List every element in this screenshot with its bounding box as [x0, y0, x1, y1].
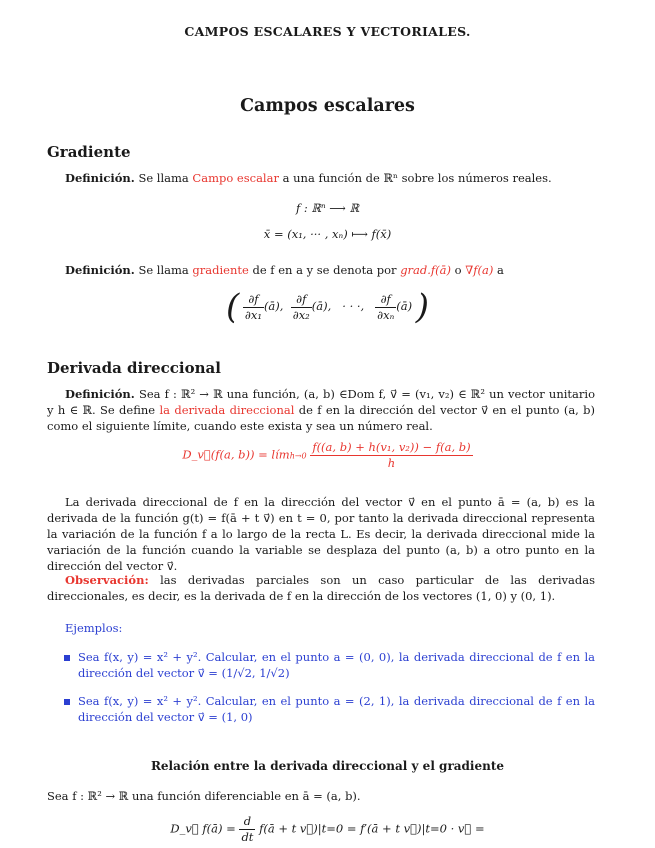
directional-derivative-formula	[0, 440, 655, 471]
definition-text: a	[497, 263, 504, 277]
example-item-1	[78, 649, 595, 681]
formula-fraction: $\frac{d}{dt}$	[241, 814, 254, 844]
formula-lhs: D_v⃗(f(a, b)) = lím	[182, 447, 290, 462]
gradiente-heading: Gradiente	[47, 143, 131, 161]
definition-text: Se llama	[138, 171, 189, 185]
observation-label: Observación:	[65, 573, 149, 587]
term-gradiente: gradiente	[192, 263, 249, 277]
map-line-2: x̄ = (x₁, ··· , xₙ) ⟼ f(x̄)	[263, 227, 392, 241]
definition-campo-escalar	[47, 170, 595, 186]
term-derivada-direccional: la derivada direccional	[159, 403, 295, 417]
observation-text: las derivadas parciales son un caso particular de las derivadas direccionales, es decir, es la derivada de f en la dirección de los vectores (1, 0) y (0, 1).	[47, 573, 595, 603]
example-item-2: Sea f(x, y) = x² + y². Calcular, en el punto a = (2, 1), la derivada direccional de f en la dirección del vector v⃗ = (1, 0)	[78, 694, 595, 724]
relacion-intro: Sea f : ℝ² → ℝ una función diferenciable en ā = (a, b).	[47, 789, 361, 803]
definition-label: Definición.	[65, 387, 135, 401]
partial-fraction: $\frac{\partial f}{\text{∂xₙ}}$	[377, 291, 395, 322]
bullet-icon	[64, 699, 70, 705]
document-title: CAMPOS ESCALARES Y VECTORIALES.	[184, 24, 471, 39]
map-line-1: f : ℝⁿ ⟶ ℝ	[295, 201, 359, 215]
explanation-paragraph: La derivada direccional de f en la dirección del vector v⃗ en el punto ā = (a, b) es la derivada de la función g(t) = f(ā + t v⃗) en t = 0, por tanto la derivada direccional representa la variación de la función f a lo largo de la recta L. Es decir, la derivada direccional mide la variación de la función cuando la variable se desplaza del punto (a, b) a otro punto en la dirección del vector v⃗.	[47, 495, 595, 573]
notation-grad: grad.f(ā)	[400, 263, 452, 277]
formula-lhs: D_v⃗ f(ā) =	[170, 821, 236, 836]
term-campo-escalar: Campo escalar	[192, 171, 279, 185]
formula-fraction: $\frac{\text{f((a, b) + h(v₁, v₂)) − f(a, b)}}{h}$	[312, 440, 471, 470]
open-paren: (	[225, 287, 240, 327]
ellipsis: · · ·	[342, 299, 361, 313]
definition-text: o	[454, 263, 462, 277]
section-title: Campos escalares	[240, 96, 415, 116]
derivada-heading: Derivada direccional	[47, 359, 221, 377]
notation-nabla: ∇f(a)	[465, 263, 494, 277]
limit-subscript: h→0	[289, 451, 307, 461]
example-vector: (1/√2, 1/√2)	[221, 666, 290, 680]
definition-text: de f en a y se denota por	[252, 263, 397, 277]
definition-label: Definición.	[65, 171, 135, 185]
examples-label: Ejemplos:	[65, 621, 123, 635]
definition-text: Se llama	[138, 263, 189, 277]
example-text: Sea f(x, y) = x² + y². Calcular, en el punto a = (0, 0), la derivada direccional de f en la dirección del vector v⃗ =	[78, 650, 595, 680]
relacion-heading: Relación entre la derivada direccional y el gradiente	[150, 759, 505, 773]
relacion-formula	[0, 814, 655, 845]
definition-text: de f en la dirección del vector v⃗ en el punto (a, b) como el siguiente límite, cuando este exista y sea un número real.	[47, 403, 596, 433]
observation-paragraph	[47, 572, 595, 604]
formula-rest: f(ā + t v⃗)|t=0 = f′(ā + t v⃗)|t=0 · v⃗ =	[259, 821, 485, 836]
partial-fraction: $\frac{\partial f}{\text{∂x₂}}$	[292, 291, 310, 322]
partial-fraction: $\frac{\partial f}{\text{∂x₁}}$	[244, 291, 262, 322]
definition-text: Sea f : ℝ² → ℝ una función, (a, b) ∈Dom f, v⃗ = (v₁, v₂) ∈ ℝ² un vector unitario y h ∈ ℝ. Se define	[47, 387, 595, 417]
gradient-vector: ( $\frac{\partial f}{\text{∂x₁}}$ (ā), $\frac{\partial f}{\text{∂x₂}}$ (ā), · · ·, $\frac{\partial f}{\text{∂xₙ}}$ (ā) )	[225, 287, 430, 327]
bullet-icon	[64, 655, 70, 661]
definition-label: Definición.	[65, 263, 135, 277]
definition-derivada-direccional	[47, 386, 595, 434]
definition-gradiente	[47, 262, 595, 278]
definition-text: a una función de ℝⁿ sobre los números reales.	[282, 171, 552, 185]
close-paren: )	[415, 287, 430, 327]
